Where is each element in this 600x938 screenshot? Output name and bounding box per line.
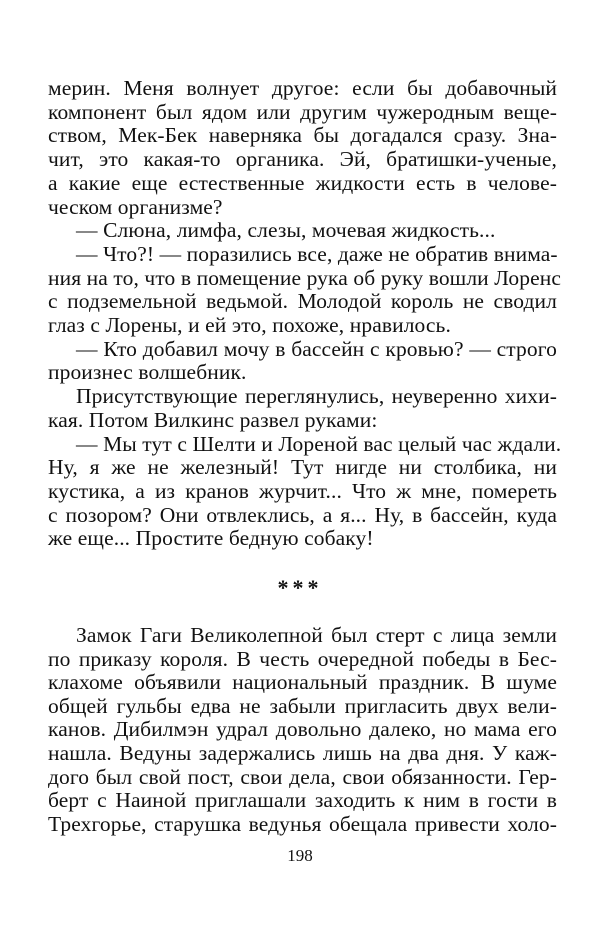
- text-line: нашла. Ведуны задержались лишь на два дня. У каж-: [48, 741, 557, 765]
- text-line: дого был свой пост, свои дела, свои обязанности. Гер-: [48, 764, 557, 789]
- text-line: по приказу короля. В честь очередной победы в Бес-: [48, 646, 557, 671]
- section-divider: ***: [277, 575, 323, 600]
- text-line: кустика, а из кранов журчит... Что ж мне, помереть: [48, 478, 557, 503]
- text-line: ством, Мек-Бек наверняка бы догадался сразу. Зна-: [48, 123, 557, 148]
- text-line: а какие еще естественные жидкости есть в челове-: [48, 170, 557, 195]
- text-line: Трехгорье, старушка ведунья обещала привести холо-: [48, 811, 557, 836]
- text-line: — Слюна, лимфа, слезы, мочевая жидкость...: [76, 218, 496, 243]
- text-line: Замок Гаги Великолепной был стерт с лица земли: [76, 623, 557, 647]
- text-line: канов. Дибилмэн удрал довольно далеко, но мама его: [48, 717, 557, 742]
- text-line: общей гульбы едва не забыли пригласить двух вели-: [48, 693, 557, 718]
- text-line: — Мы тут с Шелти и Лореной вас целый час ждали.: [76, 431, 562, 456]
- text-line: же еще... Простите бедную собаку!: [48, 526, 374, 551]
- text-line: берт с Наиной приглашали заходить к ним в гости в: [48, 788, 557, 813]
- text-line: клахоме объявили национальный праздник. В шуме: [48, 670, 557, 695]
- text-line: — Кто добавил мочу в бассейн с кровью? — строго: [76, 336, 557, 361]
- page-number: 198: [287, 846, 313, 865]
- text-line: мерин. Меня волнует другое: если бы добавочный: [48, 76, 557, 100]
- text-line: с подземельной ведьмой. Молодой король не сводил: [48, 289, 557, 314]
- text-line: чит, это какая-то органика. Эй, братишки-ученые,: [48, 147, 557, 172]
- text-line: глаз с Лорены, и ей это, похоже, нравилось.: [48, 313, 451, 337]
- text-line: произнес волшебник.: [48, 360, 247, 385]
- text-line: компонент был ядом или другим чужеродным веще-: [48, 99, 557, 124]
- text-line: — Что?! — поразились все, даже не обратив внима-: [76, 241, 558, 266]
- text-line: Ну, я же не железный! Тут нигде ни столбика, ни: [48, 455, 557, 480]
- text-line: с позором? Они отвлеклись, а я... Ну, в бассейн, куда: [48, 502, 557, 527]
- text-line: кая. Потом Вилкинс развел руками:: [48, 407, 378, 432]
- text-line: Присутствующие переглянулись, неуверенно хихи-: [76, 384, 557, 409]
- text-line: ния на то, что в помещение рука об руку вошли Лоренс: [48, 265, 561, 290]
- text-line: ческом организме?: [48, 194, 223, 219]
